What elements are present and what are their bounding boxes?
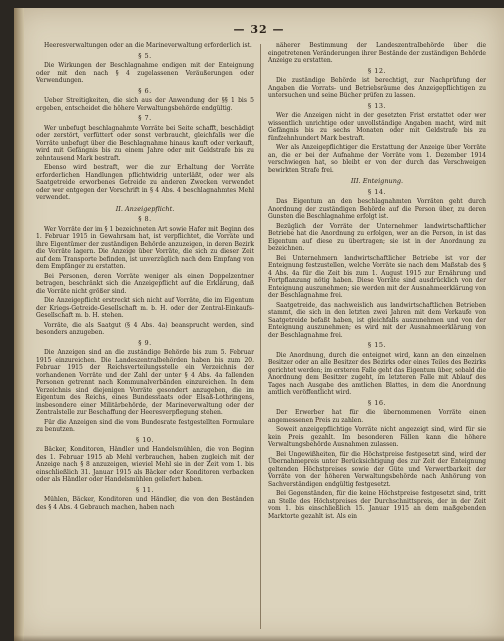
paragraph: Wer unbefugt beschlagnahmte Vorräte bei Seite schafft, beschädigt oder zerstört, verfüttert oder sonst verbraucht, gleichfalls wer die Vorräte unbefugt über die Beschlagnahme hinaus kauft oder verkauft, wird mit Gefängnis bis zu einem Jahre oder mit Geldstrafe bis zu zehntausend Mark bestraft. [36, 124, 254, 162]
left-column [36, 42, 254, 632]
paragraph: Wer Vorräte der im § 1 bezeichneten Art sowie Hafer mit Beginn des 1. Februar 1915 in Gewahrsam hat, ist verpflichtet, die Vorräte und ihre Eigentümer der zuständigen Behörde anzuzeigen, in deren Bezirk die Vorräte lagern. Die Anzeige über Vorräte, die sich zu dieser Zeit auf dem Transporte befinden, ist unverzüglich nach dem Empfang von dem Empfänger zu erstatten. [36, 225, 254, 270]
section-number: § 6. [138, 86, 152, 95]
section-number: § 12. [367, 66, 387, 75]
page-bottom-edge [14, 635, 504, 641]
paragraph: Saatgetreide, das nachweislich aus landwirtschaftlichen Betrieben stammt, die sich in den letzten zwei Jahren mit dem Verkaufe von Saatgetreide befaßt haben, ist gleichfalls auszunehmen und von der Enteignung auszunehmen; es wird mit der Ausnahmeerklärung von der Beschlagnahme frei. [268, 301, 486, 339]
paragraph: Bäcker, Konditoren, Händler und Handelsmühlen, die von Beginn des 1. Februar 1915 ab Mehl verbrauchen, haben zugleich mit der Anzeige nach § 8 anzuzeigen, wieviel Mehl sie in der Zeit vom 1. bis einschließlich 31. Januar 1915 als Bäcker oder Konditoren verbacken oder als Händler oder Handelsmühlen geliefert haben. [36, 446, 254, 483]
section-number: § 9. [138, 338, 152, 347]
right-column [268, 42, 486, 632]
paragraph: Wer die Anzeigen nicht in der gesetzten Frist erstattet oder wer wissentlich unrichtige oder unvollständige Angaben macht, wird mit Gefängnis bis zu sechs Monaten oder mit Geldstrafe bis zu fünfzehnhundert Mark bestraft. [268, 112, 486, 142]
chapter-heading: III. Enteignung. [350, 177, 404, 185]
paragraph: Vorräte, die als Saatgut (§ 4 Abs. 4a) beansprucht werden, sind besonders anzugeben. [36, 321, 254, 336]
book-spine-shadow [14, 8, 24, 641]
paragraph: Die Anordnung, durch die enteignet wird, kann an den einzelnen Besitzer oder an alle Besitzer des Bezirks oder eines Teiles des Bezirks gerichtet werden; im ersteren Falle geht das Eigentum über, sobald die Anordnung dem Besitzer zugeht, im letzteren Falle mit Ablauf des Tages nach Ausgabe des amtlichen Blattes, in dem die Anordnung amtlich veröffentlicht wird. [268, 351, 486, 396]
paragraph: Ebenso wird bestraft, wer die zur Erhaltung der Vorräte erforderlichen Handlungen pflichtwidrig unterläßt, oder wer als Saatgetreide erworbenes Getreide zu anderen Zwecken verwendet oder wer entgegen der Vorschrift in § 4 Abs. 4 beschlagnahmtes Mehl verwendet. [36, 164, 254, 201]
paragraph: Wer als Anzeigepflichtiger die Erstattung der Anzeige über Vorräte an, die er bei der Aufnahme der Vorräte vom 1. Dezember 1914 verschwiegen hat, so bleibt er von der durch das Verschweigen bewirkten Strafe frei. [268, 144, 486, 174]
page-number: — 32 — [233, 23, 285, 36]
paragraph: Die Anzeigen sind an die zuständige Behörde bis zum 5. Februar 1915 einzureichen. Die Landeszentralbehörden haben bis zum 20. Februar 1915 der Reichsverteilungsstelle ein Verzeichnis der vorhandenen Vorräte und der Zahl der unter § 4 Abs. 4a fallenden Personen getrennt nach Kommunalverbänden einzureichen. In dem Verzeichnis sind diejenigen Vorräte gesondert anzugeben, die im Eigentum des Reichs, eines Bundesstaats oder Elsaß-Lothringens, insbesondere einer Militärbehörde, der Marineverwaltung oder der Zentralstelle zur Beschaffung der Heeresverpflegung stehen. [36, 349, 254, 416]
section-number: § 14. [367, 187, 387, 196]
paragraph: Die Wirkungen der Beschlagnahme endigen mit der Enteignung oder mit den nach § 4 zugelassenen Veräußerungen oder Verwendungen. [36, 62, 254, 84]
paragraph: Bei Gegenständen, für die keine Höchstpreise festgesetzt sind, tritt an Stelle des Höchstpreises der Durchschnittspreis, der in der Zeit vom 1. bis einschließlich 15. Januar 1915 an dem maßgebenden Marktorte gezahlt ist. Als ein [268, 490, 486, 520]
section-number: § 13. [367, 101, 387, 110]
paragraph: Der Erwerber hat für die übernommenen Vorräte einen angemessenen Preis zu zahlen. [268, 409, 486, 424]
paragraph: Mühlen, Bäcker, Konditoren und Händler, die von den Beständen des § 4 Abs. 4 Gebrauch machen, haben nach [36, 496, 254, 511]
section-number: § 7. [138, 114, 152, 122]
paragraph: Das Eigentum an den beschlagnahmten Vorräten geht durch Anordnung der zuständigen Behörde auf die Person über, zu deren Gunsten die Beschlagnahme erfolgt ist. [268, 198, 486, 220]
section-number: § 11. [135, 485, 155, 494]
column-divider [260, 44, 261, 629]
paragraph: näherer Bestimmung der Landeszentralbehörde über die eingetretenen Veränderungen ihrer Bestände der zuständigen Behörde Anzeige zu erstatten. [268, 42, 486, 64]
paragraph: Bei Unternehmern landwirtschaftlicher Betriebe ist vor der Enteignung festzustellen, welche Vorräte sie nach dem Maßstab des § 4 Abs. 4a für die Zeit bis zum 1. August 1915 zur Ernährung und Fortpflanzung nötig haben. Diese Vorräte sind ausdrücklich von der Enteignung auszunehmen; sie werden mit der Ausnahmeerklärung von der Beschlagnahme frei. [268, 254, 486, 299]
section-number: § 5. [138, 51, 152, 60]
paragraph: Die Anzeigepflicht erstreckt sich nicht auf Vorräte, die im Eigentum der Kriegs-Getreide-Gesellschaft m. b. H. oder der Zentral-Einkaufs-Gesellschaft m. b. H. stehen. [36, 297, 254, 319]
section-number: § 10. [135, 435, 155, 444]
paragraph: Bei Ungewißheiten, für die Höchstpreise festgesetzt sind, wird der Übernahmepreis unter Berücksichtigung des zur Zeit der Enteignung geltenden Höchstpreises sowie der Güte und Verwertbarkeit der Vorräte von der höheren Verwaltungsbehörde nach Anhörung von Sachverständigen endgültig festgesetzt. [268, 450, 486, 488]
section-number: § 15. [367, 341, 387, 349]
document-page [14, 8, 504, 641]
section-number: § 16. [367, 398, 387, 407]
paragraph: Die zuständige Behörde ist berechtigt, zur Nachprüfung der Angaben die Vorrats- und Betriebsräume des Anzeigepflichtigen zu untersuchen und seine Bücher prüfen zu lassen. [268, 77, 486, 99]
paragraph: Bei Personen, deren Vorräte weniger als einen Doppelzentner betragen, beschränkt sich die Anzeigepflicht auf die Erklärung, daß die Vorräte nicht größer sind. [36, 272, 254, 295]
paragraph: Soweit anzeigepflichtige Vorräte nicht angezeigt sind, wird für sie kein Preis gezahlt. Im besonderen Fällen kann die höhere Verwaltungsbehörde Ausnahmen zulassen. [268, 426, 486, 448]
page-header [14, 18, 504, 38]
section-number: § 8. [138, 215, 152, 223]
paragraph: Ueber Streitigkeiten, die sich aus der Anwendung der §§ 1 bis 5 ergeben, entscheidet die höhere Verwaltungsbehörde endgültig. [36, 97, 254, 112]
paragraph: Heeresverwaltungen oder an die Marineverwaltung erforderlich ist. [44, 42, 252, 49]
paragraph: Für die Anzeigen sind die vom Bundesrate festgestellten Formulare zu benutzen. [36, 418, 254, 433]
chapter-heading: II. Anzeigepflicht. [115, 204, 175, 213]
paragraph: Bezüglich der Vorräte der Unternehmer landwirtschaftlicher Betriebe hat die Anordnung zu erfolgen, wer an die Person, in ist das Eigentum auf diese zu übertragen; sie ist in der Anordnung zu bezeichnen. [268, 222, 486, 252]
